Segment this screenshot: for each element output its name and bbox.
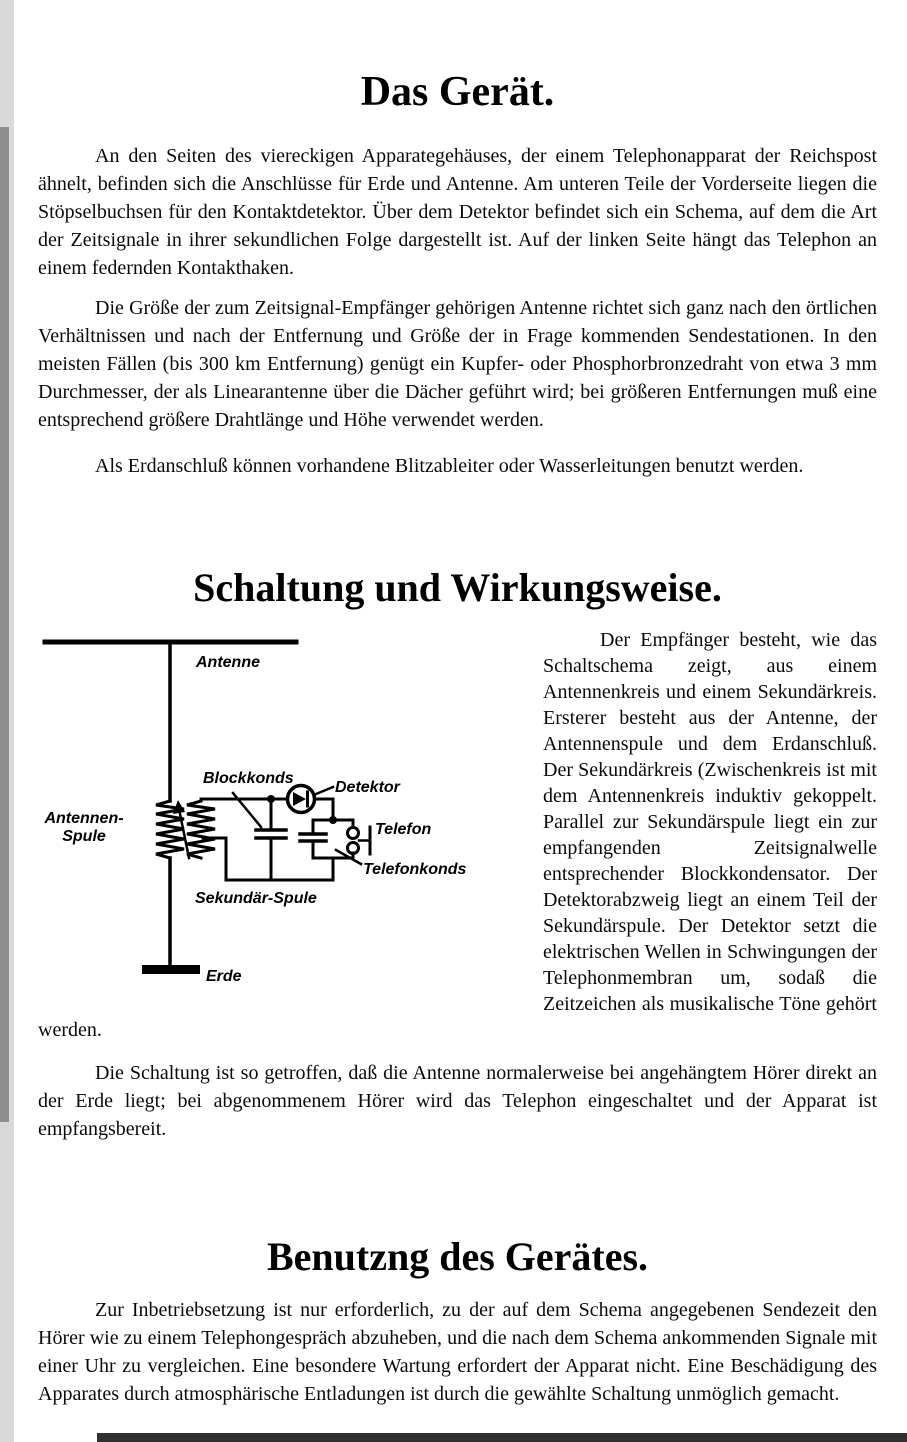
page-content — [38, 0, 877, 1408]
detector-diode-triangle — [293, 792, 306, 806]
detektor-pointer — [316, 787, 333, 794]
paragraph-schaltung-flow: Der Empfänger besteht, wie das Schaltschema zeigt, aus einem Antennenkreis und einem Sekundärkreis. Ersterer besteht aus der Antenne, der Antennenspule und dem Erdanschluß. Der Sekundärkreis (Zwischenkreis ist mit dem Antennenkreis induktiv gekoppelt. Parallel zur Sekundärspule liegt ein zur empfangenden Zeitsignalwelle entsprechender Blockkondensator. Der Detektorabzweig liegt an einem Teil der Sekundärspule. Der Detektor setzt die elektrischen Wellen in Schwingungen der Telephonmembran um, sodaß die Zeitzeichen als musikalische Töne gehört werden. — [38, 629, 877, 1041]
label-erde: Erde — [206, 968, 242, 985]
section-title-schaltung: Schaltung und Wirkungsweise. — [193, 565, 722, 610]
scan-page-edge-dark — [0, 127, 9, 1122]
ground-symbol — [142, 965, 200, 974]
paragraph-geraet-3: Als Erdanschluß können vorhandene Blitzableiter oder Wasserleitungen benutzt werden. — [95, 455, 804, 477]
label-antenne: Antenne — [196, 654, 260, 671]
paragraph-schaltung-2: Die Schaltung ist so getroffen, daß die Antenne normalerweise bei angehängtem Hörer direkt an der Erde liegt; bei abgenommenem Hörer wird das Telephon eingeschaltet und der Apparat ist empfangsbereit. — [38, 1062, 877, 1140]
label-antennen-spule-line2: Spule — [62, 828, 106, 845]
label-telefonkonds: Telefonkonds — [363, 861, 467, 878]
secondary-coil — [187, 801, 215, 858]
circuit-diagram — [28, 631, 533, 999]
paragraph-benutzung-1: Zur Inbetriebsetzung ist nur erforderlich, zu der auf dem Schema angegebenen Sendezeit den Hörer wie zu einem Telephongespräch abzuheben, und die nach dem Schema ankommenden Signale mit einer Uhr zu vergleichen. Eine besondere Wartung erfordert der Apparat nicht. Eine Beschädigung des Apparates durch atmosphärische Entladungen ist durch die gewählte Schaltung unmöglich gemacht. — [38, 1299, 877, 1405]
section-title-benutzung: Benutzng des Gerätes. — [266, 1234, 649, 1279]
label-detektor: Detektor — [335, 779, 400, 796]
phone-group-dot — [329, 816, 337, 824]
telephone-earpiece-1 — [348, 828, 359, 839]
label-sekundaer-spule: Sekundär-Spule — [195, 890, 317, 907]
paragraph-geraet-1: An den Seiten des viereckigen Apparategehäuses, der einem Telephonapparat der Reichspost ähnelt, befinden sich die Anschlüsse für Erde und Antenne. Am unteren Teile der Vorderseite liegen die Stöpselbuchsen für den Kontaktdetektor. Über dem Detektor befindet sich ein Schema, auf dem die Art der Zeitsignale in ihrer sekundlichen Folge dargestellt ist. Auf der linken Seite hängt das Telephon an einem federnden Kontakthaken. — [38, 145, 877, 279]
section-title-das-geraet: Das Gerät. — [360, 69, 555, 115]
diagram-and-text-section — [38, 627, 877, 1043]
label-blockkonds: Blockkonds — [203, 770, 294, 787]
label-antennen-spule-line1: Antennen- — [44, 810, 124, 827]
paragraph-geraet-2: Die Größe der zum Zeitsignal-Empfänger gehörigen Antenne richtet sich ganz nach den örtlichen Verhältnissen und nach der Entfernung und Größe der in Frage kommenden Sendestationen. In den meisten Fällen (bis 300 km Entfernung) genügt ein Kupfer- oder Phosphorbronzedraht von etwa 3 mm Durchmesser, der als Linearantenne über die Dächer geführt wird; bei größeren Entfernungen muß eine entsprechend größere Drahtlänge und Höhe verwendet werden. — [38, 297, 877, 431]
label-telefon: Telefon — [375, 821, 432, 838]
scan-next-page-shadow — [97, 1433, 907, 1442]
